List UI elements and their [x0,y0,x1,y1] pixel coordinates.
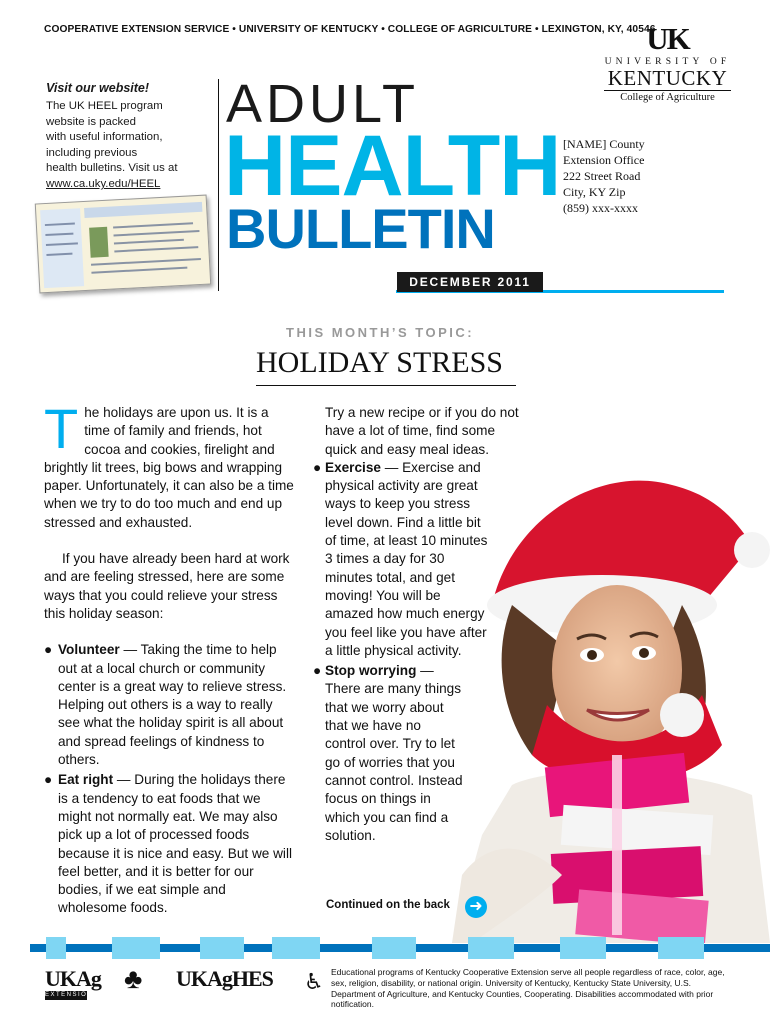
list-item-label: Volunteer [58,642,120,658]
footer-block [658,937,704,959]
address-line: [NAME] County [563,137,645,151]
bullet-icon: ● [44,772,53,788]
website-screenshot-image [35,195,211,294]
title-adult: ADULT [226,74,420,134]
footer-block [200,937,244,959]
intro-text: he holidays are upon us. It is a time of family and friends, hot cocoa and cookies, firelight and brightly lit trees, big bows and wrapping paper. Unfortunately, it can also be a time when we try to do too much and end up stressed and exhausted. [44,405,294,530]
ukaghes-logo: UKAgHES [176,966,273,991]
visit-website-box [46,81,206,193]
paragraph-recipe: Try a new recipe or if you do not have a lot of time, find some quick and easy meal ideas. [325,405,519,457]
visit-line: website is packed [46,115,136,128]
wheelchair-icon: ♿ [304,969,324,994]
list-item-label: Stop worrying [325,663,417,679]
uk-college-label: College of Agriculture [620,92,715,103]
list-item-text: — Exercise and physical activity are great ways to keep you stress level down. Find a little bit of time, at least 10 minutes 3 times a day for 30 minutes total, and get moving! You will be amazed how much energy you feel like you have after a little physical activity. [325,459,488,658]
visit-text [46,99,206,193]
visit-heading: Visit our website! [46,81,150,95]
address-line: (859) xxx-xxxx [563,201,638,215]
title-bulletin: BULLETIN [226,197,495,260]
uk-logo-rule [604,90,731,91]
uk-mark: UK [646,21,689,56]
title-health: HEALTH [224,118,561,214]
article-column-2 [313,404,523,847]
ukag-logo: UKAg [45,966,101,991]
list-item-label: Exercise [325,459,381,475]
footer-block [468,937,514,959]
list-item-text: — Taking the time to help out at a local church or community center is a great way to relieve stress. Helping out others is a way to really see what the holiday spirit is all about and spread feelings of kindness to others. [58,642,287,768]
bullet-icon: ● [313,459,322,475]
issue-date: DECEMBER 2011 [397,272,543,292]
extension-label: EXTENSION [45,992,94,998]
list-item-label: Eat right [58,772,114,788]
intro-paragraph [44,397,294,532]
address-line: 222 Street Road [563,169,641,183]
topic-title: HOLIDAY STRESS [256,346,503,379]
footer-block [46,937,66,959]
masthead-divider [218,79,219,291]
address-line: Extension Office [563,153,645,167]
continued-on-back: Continued on the back [326,899,450,911]
uk-logo [600,21,735,103]
extension-office-address [563,136,645,216]
paragraph-2: If you have already been hard at work and are feeling stressed, here are some ways that you could relieve your stress this holiday season: [44,551,290,621]
topic-label: THIS MONTH’S TOPIC: [286,325,475,340]
visit-line: with useful information, [46,131,163,144]
footer-block [372,937,416,959]
list-item [313,459,488,660]
list-item [44,771,294,917]
website-link[interactable]: www.ca.uky.edu/HEEL [46,177,161,190]
list-item-text: — During the holidays there is a tendency to eat foods that we might not normally eat. We may also pick up a lot of processed foods because it is nice and easy. But we will feel better, and it is better for our bodies, if we eat simple and wholesome foods. [58,772,292,916]
article-column-1 [44,397,294,920]
drop-cap: T [44,397,79,460]
uk-university-label: UNIVERSITY OF [604,57,731,67]
footer-block [112,937,160,959]
list-item [44,641,294,769]
4h-clover-icon: ♣ [124,963,143,994]
visit-line: The UK HEEL program [46,100,163,112]
address-line: City, KY Zip [563,185,626,199]
bullet-icon: ● [44,642,53,658]
bullet-icon: ● [313,663,322,679]
disclaimer-text: Educational programs of Kentucky Cooperative Extension serve all people regardless of race, color, age, sex, religion, disability, or national origin. University of Kentucky, Kentucky State University, U.S. Department of Agriculture, and Kentucky Counties, Cooperating. Disabilities accommodated with prior notification. [331,967,725,1010]
visit-line: health bulletins. Visit us at [46,162,178,175]
visit-line: including previous [46,146,138,159]
footer-block [560,937,606,959]
topic-rule [256,385,516,386]
arrow-right-icon: ➜ [465,896,487,918]
list-item [313,662,463,845]
list-item-text: — There are many things that we worry about that we have no control over. Try to let go of worries that you cannot control. Instead focus on things in which you can find a solution. [325,663,463,843]
masthead-topbar: COOPERATIVE EXTENSION SERVICE • UNIVERSITY OF KENTUCKY • COLLEGE OF AGRICULTURE • LEXINGTON, KY, 40546 [44,24,656,35]
footer-block [272,937,320,959]
uk-kentucky-label: KENTUCKY [607,66,728,90]
